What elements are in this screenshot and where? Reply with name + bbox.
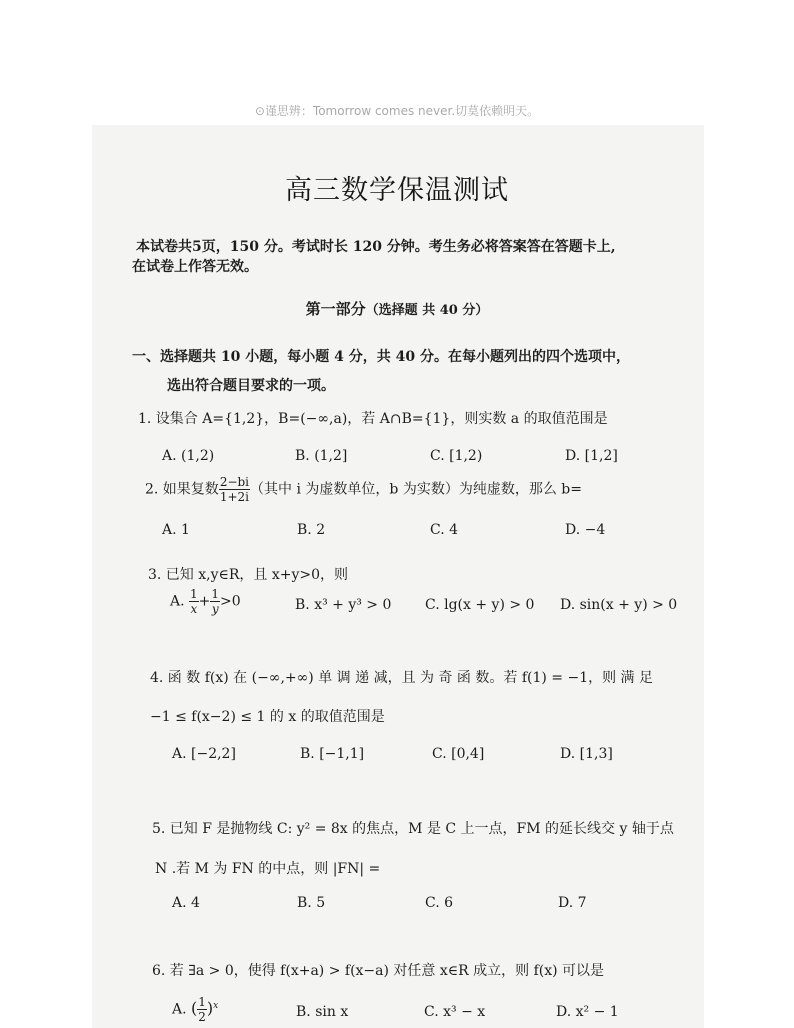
q4-option-b: B. [−1,1] [300,746,365,762]
watermark-caption: ⊙谨思辨：Tomorrow comes never.切莫依赖明天。 [254,104,540,118]
q5-option-a: A. 4 [172,895,200,911]
q3-option-b: B. x³ + y³ > 0 [295,597,392,613]
q6-option-a-label: A. [172,1001,187,1018]
q6-option-d: D. x² − 1 [556,1004,619,1020]
q3-option-a-tail: >0 [220,593,241,610]
q3-option-d: D. sin(x + y) > 0 [560,597,678,613]
part-heading [0,298,794,319]
q6-fraction [197,996,207,1023]
q2-option-d: D. −4 [565,522,606,538]
q2-fraction [219,476,250,503]
q4-stem-line-2: −1 ≤ f(x−2) ≤ 1 的 x 的取值范围是 [150,709,385,725]
q4-option-a: A. [−2,2] [172,746,236,762]
q3-fraction-2-denominator: y [211,602,219,616]
part-heading-title: 第一部分 [305,300,366,318]
q2-fraction-denominator: 1+2i [219,490,249,504]
q2-option-a: A. 1 [162,522,190,538]
q5-option-d: D. 7 [558,895,587,911]
q1-stem: 1. 设集合 A={1,2}，B=(−∞,a)，若 A∩B={1}，则实数 a 的取值范围是 [138,411,608,427]
q6-option-b: B. sin x [296,1004,349,1020]
q6-option-c: C. x³ − x [424,1004,486,1020]
q3-fraction-1-denominator: x [190,602,198,616]
q3-fraction-1 [189,588,199,615]
q5-stem-line-2: N .若 M 为 FN 的中点，则 |FN| = [155,861,381,877]
q2-stem [145,476,582,503]
exam-title: 高三数学保温测试 [285,175,509,206]
section-instructions-line-2: 选出符合题目要求的一项。 [167,378,335,394]
q3-option-a-label: A. [170,593,185,610]
q6-stem: 6. 若 ∃a > 0，使得 f(x+a) > f(x−a) 对任意 x∈R 成立，则 f(x) 可以是 [152,963,605,979]
q6-fraction-denominator: 2 [198,1010,206,1024]
q2-option-c: C. 4 [430,522,459,538]
q1-option-a: A. (1,2) [162,448,215,464]
q6-fraction-numerator: 1 [198,995,206,1009]
q5-stem-line-1: 5. 已知 F 是抛物线 C: y² = 8x 的焦点，M 是 C 上一点，FM 的延长线交 y 轴于点 [152,821,674,837]
q3-option-c: C. lg(x + y) > 0 [425,597,535,613]
q1-option-d: D. [1,2] [565,448,618,464]
q6-option-a: A. ( $\frac{1}{2}$ )$^x$ [172,995,219,1024]
intro-line-2: 在试卷上作答无效。 [132,259,258,275]
q4-option-c: C. [0,4] [432,746,485,762]
q6-exponent: x [213,1000,219,1011]
q1-option-b: B. (1,2] [295,448,348,464]
q2-stem-prefix: 2. 如果复数 [145,481,219,498]
section-instructions-line-1: 一、选择题共 10 小题，每小题 4 分，共 40 分。在每小题列出的四个选项中， [132,349,630,365]
q4-stem-line-1: 4. 函 数 f(x) 在 (−∞,+∞) 单 调 递 减，且 为 奇 函 数。若 f(1) = −1，则 满 足 [150,670,654,686]
q3-option-a [170,588,241,615]
q3-fraction-1-numerator: 1 [190,587,198,601]
q3-stem: 3. 已知 x,y∈R，且 x+y>0，则 [148,567,349,583]
q2-option-b: B. 2 [297,522,326,538]
q2-stem-suffix: （其中 i 为虚数单位，b 为实数）为纯虚数，那么 b= [250,481,582,498]
q2-fraction-numerator: 2−bi [219,475,250,489]
q3-fraction-2 [210,588,220,615]
q4-option-d: D. [1,3] [560,746,613,762]
part-heading-sub: （选择题 共 40 分） [365,303,489,318]
q1-option-c: C. [1,2) [430,448,483,464]
q3-fraction-2-numerator: 1 [211,587,220,601]
q5-option-c: C. 6 [425,895,454,911]
intro-line-1: 本试卷共5页，150 分。考试时长 120 分钟。考生务必将答案答在答题卡上, [136,239,616,255]
q3-plus: + [198,593,211,610]
q5-option-b: B. 5 [297,895,326,911]
